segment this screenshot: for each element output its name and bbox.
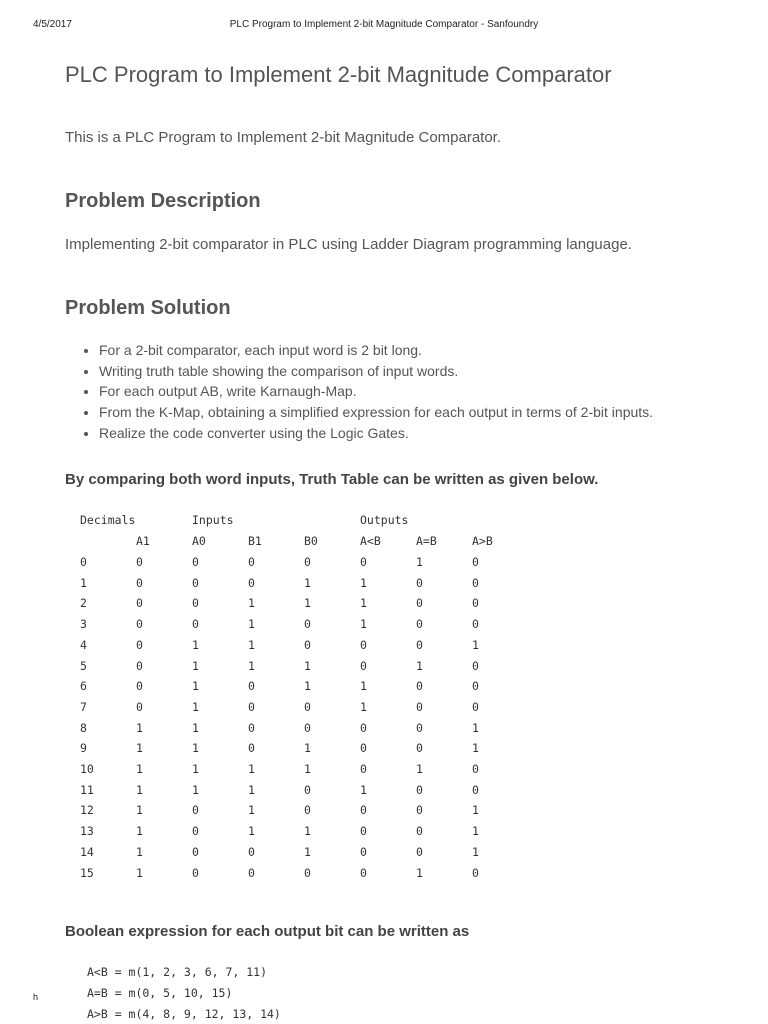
table-cell: 1 [248, 782, 255, 797]
column-header: A<B [360, 534, 381, 548]
print-date: 4/5/2017 [33, 19, 72, 30]
table-cell: 0 [248, 679, 255, 694]
column-header: A0 [192, 534, 206, 548]
table-cell: 5 [80, 658, 87, 673]
table-cell: 1 [472, 637, 479, 652]
table-cell: 1 [360, 782, 367, 797]
table-cell: 0 [472, 617, 479, 632]
print-page-title: PLC Program to Implement 2-bit Magnitude Comparator - Sanfoundry [229, 19, 539, 30]
table-cell: 0 [248, 575, 255, 590]
table-cell: 7 [80, 699, 87, 714]
table-cell: 1 [472, 844, 479, 859]
table-cell: 0 [472, 782, 479, 797]
table-cell: 0 [136, 617, 143, 632]
table-cell: 0 [248, 865, 255, 880]
table-cell: 0 [360, 865, 367, 880]
table-cell: 0 [192, 617, 199, 632]
intro-text: This is a PLC Program to Implement 2-bit Magnitude Comparator. [65, 129, 502, 146]
table-cell: 0 [136, 658, 143, 673]
print-header [0, 19, 768, 33]
column-header: A1 [136, 534, 150, 548]
table-cell: 1 [304, 762, 311, 776]
group-header-decimals: Decimals [80, 513, 136, 527]
table-cell: 0 [192, 575, 199, 590]
table-cell: 1 [192, 782, 199, 797]
list-item: • For each output AB, write Karnaugh-Map. [99, 381, 653, 402]
table-cell: 1 [416, 555, 423, 569]
table-cell: 1 [192, 658, 199, 673]
table-cell: 0 [360, 803, 367, 818]
table-cell: 6 [80, 679, 87, 694]
list-item: • For a 2-bit comparator, each input word is 2 bit long. [99, 340, 653, 361]
table-cell: 1 [192, 720, 199, 735]
column-header: A=B [416, 534, 437, 548]
table-cell: 0 [304, 637, 311, 652]
table-cell: 0 [136, 555, 143, 569]
table-cell: 0 [360, 741, 367, 756]
table-cell: 1 [248, 637, 255, 652]
table-cell: 0 [416, 844, 423, 859]
table-cell: 1 [304, 844, 311, 859]
table-cell: 0 [248, 741, 255, 756]
table-cell: 0 [304, 865, 311, 880]
table-cell: 0 [304, 782, 311, 797]
table-cell: 0 [472, 679, 479, 694]
group-header-outputs: Outputs [360, 513, 409, 527]
table-cell: 0 [472, 865, 479, 880]
table-cell: 1 [192, 762, 199, 776]
table-cell: 0 [80, 555, 87, 569]
table-cell: 0 [248, 720, 255, 735]
table-cell: 0 [472, 596, 479, 611]
table-cell: 0 [192, 844, 199, 859]
table-cell: 0 [360, 637, 367, 652]
table-cell: 0 [416, 575, 423, 590]
table-cell: 0 [416, 699, 423, 714]
table-cell: 0 [416, 720, 423, 735]
column-header: B0 [304, 534, 318, 548]
table-cell: 3 [80, 617, 87, 632]
table-cell: 0 [416, 824, 423, 839]
table-cell: 1 [248, 762, 255, 776]
table-cell: 1 [192, 741, 199, 756]
table-cell: 0 [136, 699, 143, 714]
table-cell: 1 [304, 741, 311, 756]
table-cell: 0 [416, 741, 423, 756]
table-cell: 0 [416, 782, 423, 797]
table-cell: 0 [360, 555, 367, 569]
table-cell: 1 [416, 865, 423, 880]
problem-description-text: Implementing 2-bit comparator in PLC using Ladder Diagram programming language. [65, 236, 632, 253]
problem-solution-heading: Problem Solution [65, 297, 231, 319]
table-cell: 15 [80, 865, 94, 880]
table-cell: 0 [472, 575, 479, 590]
table-cell: 1 [472, 741, 479, 756]
table-cell: 1 [136, 865, 143, 880]
table-cell: 1 [304, 658, 311, 673]
list-item: • Realize the code converter using the Logic Gates. [99, 423, 653, 444]
table-cell: 0 [472, 699, 479, 714]
table-cell: 0 [248, 555, 255, 569]
table-cell: 1 [192, 699, 199, 714]
table-cell: 1 [360, 596, 367, 611]
table-cell: 1 [248, 617, 255, 632]
table-cell: 0 [192, 803, 199, 818]
table-cell: 0 [304, 720, 311, 735]
table-cell: 0 [304, 803, 311, 818]
table-cell: 1 [136, 720, 143, 735]
page-marker: h [33, 992, 39, 1002]
expression-equal: A=B = m(0, 5, 10, 15) [87, 986, 233, 1000]
table-cell: 0 [192, 824, 199, 839]
table-cell: 1 [304, 679, 311, 694]
table-cell: 1 [136, 844, 143, 859]
table-cell: 1 [136, 782, 143, 797]
table-cell: 10 [80, 762, 94, 776]
table-cell: 1 [248, 824, 255, 839]
solution-steps-list [81, 340, 653, 444]
table-cell: 0 [136, 596, 143, 611]
table-cell: 1 [360, 617, 367, 632]
table-cell: 0 [360, 658, 367, 673]
table-cell: 0 [136, 679, 143, 694]
table-cell: 12 [80, 803, 94, 818]
table-cell: 9 [80, 741, 87, 756]
table-cell: 0 [360, 824, 367, 839]
table-cell: 0 [304, 617, 311, 632]
expression-less-than: A<B = m(1, 2, 3, 6, 7, 11) [87, 965, 268, 979]
table-cell: 0 [192, 865, 199, 880]
table-cell: 8 [80, 720, 87, 735]
table-cell: 1 [136, 741, 143, 756]
table-cell: 0 [416, 679, 423, 694]
table-cell: 1 [248, 803, 255, 818]
table-cell: 4 [80, 637, 87, 652]
list-item: • Writing truth table showing the comparison of input words. [99, 361, 653, 382]
table-cell: 0 [416, 803, 423, 818]
table-cell: 1 [304, 596, 311, 611]
table-cell: 0 [192, 555, 199, 569]
table-cell: 0 [472, 555, 479, 569]
table-cell: 0 [472, 762, 479, 776]
table-cell: 1 [192, 679, 199, 694]
table-cell: 11 [80, 782, 94, 797]
table-cell: 0 [136, 575, 143, 590]
table-cell: 0 [472, 658, 479, 673]
table-cell: 2 [80, 596, 87, 611]
expression-greater-than: A>B = m(4, 8, 9, 12, 13, 14) [87, 1007, 281, 1021]
table-cell: 0 [360, 720, 367, 735]
table-cell: 13 [80, 824, 94, 839]
table-cell: 14 [80, 844, 94, 859]
table-cell: 1 [136, 803, 143, 818]
table-cell: 1 [248, 658, 255, 673]
truth-table-intro: By comparing both word inputs, Truth Table can be written as given below. [65, 471, 599, 488]
table-cell: 0 [416, 637, 423, 652]
boolean-expression-intro: Boolean expression for each output bit can be written as [65, 923, 470, 940]
table-cell: 0 [248, 699, 255, 714]
table-cell: 0 [416, 596, 423, 611]
table-cell: 0 [360, 762, 367, 776]
table-cell: 1 [304, 575, 311, 590]
column-header: B1 [248, 534, 262, 548]
problem-description-heading: Problem Description [65, 190, 261, 212]
table-cell: 1 [80, 575, 87, 590]
table-cell: 1 [136, 762, 143, 776]
table-cell: 0 [416, 617, 423, 632]
column-header: A>B [472, 534, 493, 548]
table-cell: 1 [136, 824, 143, 839]
table-cell: 0 [136, 637, 143, 652]
group-header-inputs: Inputs [192, 513, 234, 527]
table-cell: 1 [472, 803, 479, 818]
table-cell: 1 [360, 699, 367, 714]
table-cell: 1 [472, 720, 479, 735]
table-cell: 1 [416, 762, 423, 776]
table-cell: 0 [192, 596, 199, 611]
table-cell: 1 [360, 575, 367, 590]
table-cell: 1 [192, 637, 199, 652]
table-cell: 0 [304, 555, 311, 569]
table-cell: 0 [248, 844, 255, 859]
table-cell: 1 [472, 824, 479, 839]
table-cell: 0 [360, 844, 367, 859]
table-cell: 1 [248, 596, 255, 611]
page-title: PLC Program to Implement 2-bit Magnitude Comparator [65, 62, 612, 87]
table-cell: 1 [304, 824, 311, 839]
table-cell: 1 [416, 658, 423, 673]
table-cell: 0 [304, 699, 311, 714]
table-cell: 1 [360, 679, 367, 694]
list-item: • From the K-Map, obtaining a simplified expression for each output in terms of 2-bit inputs. [99, 402, 653, 423]
